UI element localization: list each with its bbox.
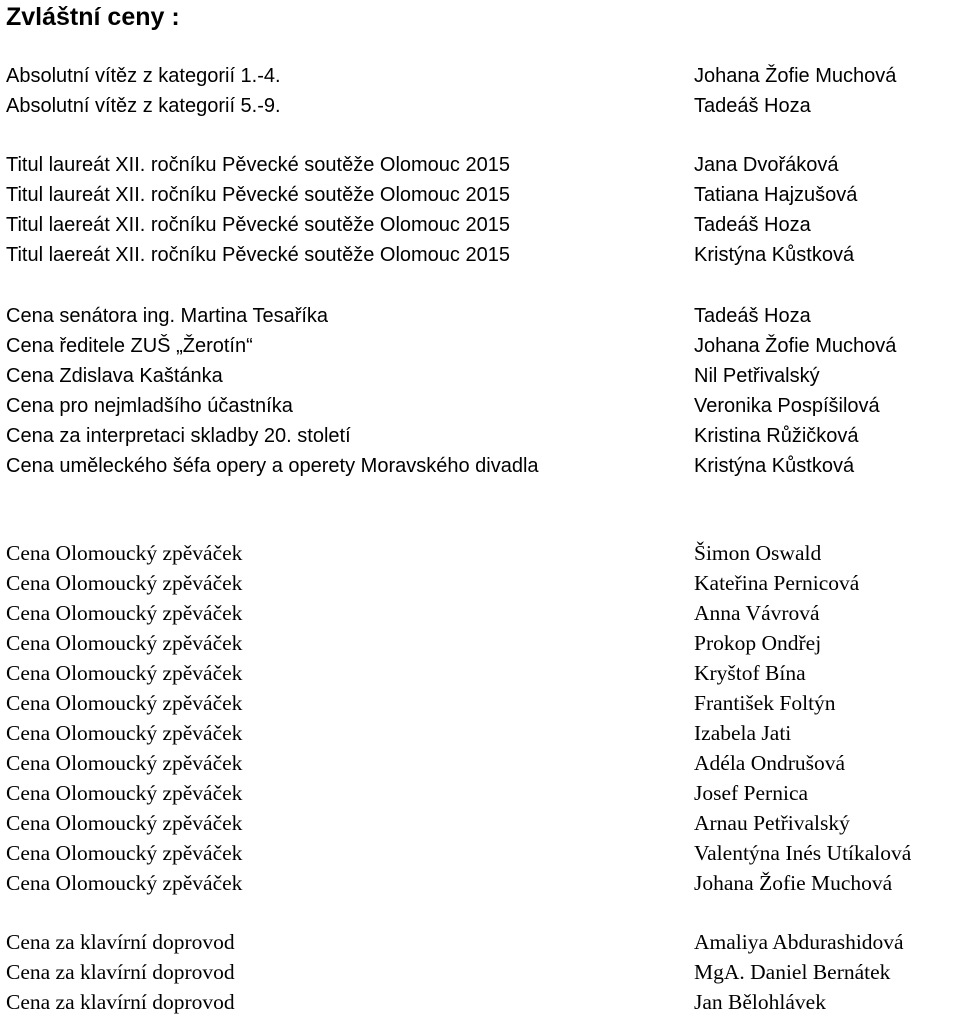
award-row — [0, 91, 960, 121]
winner-name: Valentýna Inés Utíkalová — [694, 841, 912, 865]
winner-name: Tatiana Hajzušová — [694, 184, 858, 206]
winner-name: Jan Bělohlávek — [694, 990, 826, 1014]
award-label: Absolutní vítěz z kategorií 5.-9. — [6, 95, 281, 117]
award-row — [0, 868, 960, 898]
award-label: Cena Olomoucký zpěváček — [6, 781, 243, 805]
award-row — [0, 361, 960, 391]
winner-name: Veronika Pospíšilová — [694, 395, 880, 417]
winner-name: Anna Vávrová — [694, 601, 820, 625]
award-label: Titul laureát XII. ročníku Pěvecké soutěže Olomouc 2015 — [6, 184, 510, 206]
winner-name: Kristina Růžičková — [694, 425, 859, 447]
award-row — [0, 688, 960, 718]
award-label: Cena pro nejmladšího účastníka — [6, 395, 293, 417]
award-row — [0, 240, 960, 270]
special-awards-section — [0, 301, 960, 481]
award-label: Cena uměleckého šéfa opery a operety Moravského divadla — [6, 455, 539, 477]
award-row — [0, 451, 960, 481]
award-label: Cena Olomoucký zpěváček — [6, 631, 243, 655]
award-label: Cena za interpretaci skladby 20. století — [6, 425, 351, 447]
award-row — [0, 987, 960, 1017]
award-label: Cena za klavírní doprovod — [6, 990, 235, 1014]
award-label: Cena za klavírní doprovod — [6, 960, 235, 984]
winner-name: František Foltýn — [694, 691, 836, 715]
award-label: Titul laereát XII. ročníku Pěvecké soutěže Olomouc 2015 — [6, 214, 510, 236]
winner-name: Johana Žofie Muchová — [694, 65, 897, 87]
award-row — [0, 808, 960, 838]
award-row — [0, 421, 960, 451]
olomoucky-zpevacek-section — [0, 538, 960, 898]
award-label: Titul laereát XII. ročníku Pěvecké soutěže Olomouc 2015 — [6, 244, 510, 266]
winner-name: Arnau Petřivalský — [694, 811, 850, 835]
winner-name: Kristýna Kůstková — [694, 244, 855, 266]
award-label: Cena Olomoucký zpěváček — [6, 871, 243, 895]
page-title: Zvláštní ceny : — [6, 3, 180, 31]
award-label: Cena Olomoucký zpěváček — [6, 691, 243, 715]
award-label: Titul laureát XII. ročníku Pěvecké soutěže Olomouc 2015 — [6, 154, 510, 176]
award-row — [0, 538, 960, 568]
award-row — [0, 331, 960, 361]
award-label: Cena Olomoucký zpěváček — [6, 571, 243, 595]
award-row — [0, 718, 960, 748]
award-label: Cena Olomoucký zpěváček — [6, 841, 243, 865]
winner-name: MgA. Daniel Bernátek — [694, 960, 891, 984]
award-row — [0, 301, 960, 331]
piano-accompaniment-section — [0, 927, 960, 1017]
winner-name: Johana Žofie Muchová — [694, 871, 893, 895]
winner-name: Josef Pernica — [694, 781, 809, 805]
award-row — [0, 391, 960, 421]
winner-name: Kateřina Pernicová — [694, 571, 860, 595]
award-label: Cena Olomoucký zpěváček — [6, 661, 243, 685]
award-label: Cena za klavírní doprovod — [6, 930, 235, 954]
award-label: Cena senátora ing. Martina Tesaříka — [6, 305, 329, 327]
winner-name: Tadeáš Hoza — [694, 95, 811, 117]
winner-name: Izabela Jati — [694, 721, 792, 745]
award-row — [0, 150, 960, 180]
award-label: Cena Olomoucký zpěváček — [6, 751, 243, 775]
winner-name: Johana Žofie Muchová — [694, 335, 897, 357]
award-label: Cena ředitele ZUŠ „Žerotín“ — [6, 335, 253, 357]
winner-name: Kryštof Bína — [694, 661, 806, 685]
award-row — [0, 180, 960, 210]
absolute-winners-section — [0, 61, 960, 121]
award-row — [0, 957, 960, 987]
winner-name: Tadeáš Hoza — [694, 305, 811, 327]
award-label: Cena Zdislava Kaštánka — [6, 365, 223, 387]
award-row — [0, 658, 960, 688]
winner-name: Prokop Ondřej — [694, 631, 822, 655]
winner-name: Nil Petřivalský — [694, 365, 820, 387]
award-row — [0, 778, 960, 808]
award-label: Absolutní vítěz z kategorií 1.-4. — [6, 65, 281, 87]
award-row — [0, 598, 960, 628]
winner-name: Jana Dvořáková — [694, 154, 839, 176]
award-label: Cena Olomoucký zpěváček — [6, 541, 243, 565]
award-label: Cena Olomoucký zpěváček — [6, 721, 243, 745]
award-row — [0, 838, 960, 868]
winner-name: Tadeáš Hoza — [694, 214, 811, 236]
award-row — [0, 61, 960, 91]
winner-name: Amaliya Abdurashidová — [694, 930, 904, 954]
laureate-titles-section — [0, 150, 960, 270]
award-row — [0, 927, 960, 957]
winner-name: Kristýna Kůstková — [694, 455, 855, 477]
award-row — [0, 210, 960, 240]
winner-name: Adéla Ondrušová — [694, 751, 846, 775]
award-row — [0, 748, 960, 778]
award-label: Cena Olomoucký zpěváček — [6, 811, 243, 835]
award-label: Cena Olomoucký zpěváček — [6, 601, 243, 625]
award-row — [0, 628, 960, 658]
winner-name: Šimon Oswald — [694, 541, 822, 565]
award-row — [0, 568, 960, 598]
